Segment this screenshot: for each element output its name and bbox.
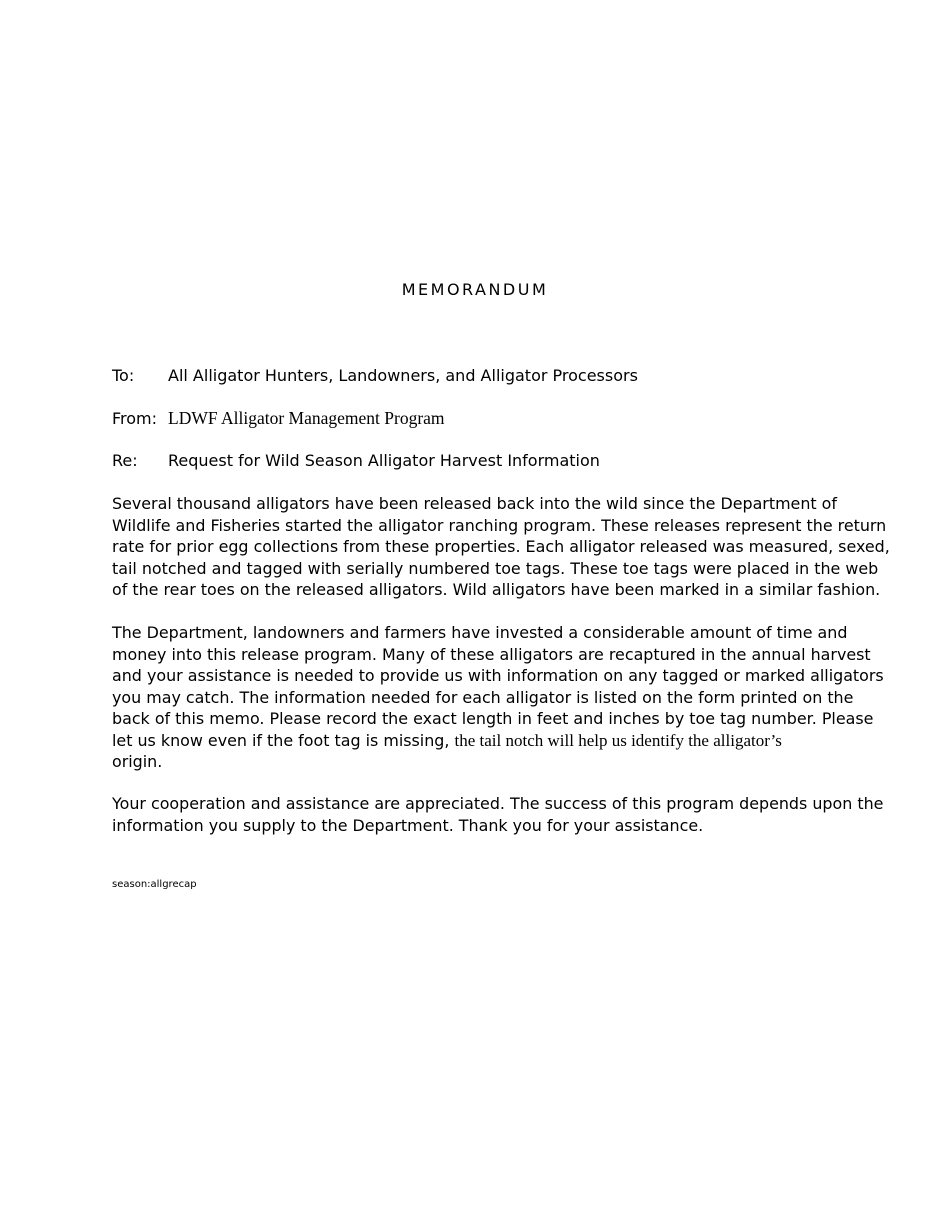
to-value: All Alligator Hunters, Landowners, and Alligator Processors bbox=[168, 366, 638, 385]
p2-line: origin. bbox=[112, 752, 163, 771]
to-label: To: bbox=[112, 366, 135, 385]
re-line bbox=[112, 451, 842, 471]
p2-line: back of this memo. Please record the exact length in feet and inches by toe tag number. Please bbox=[112, 709, 874, 728]
re-label: Re: bbox=[112, 451, 138, 470]
from-label: From: bbox=[112, 409, 158, 428]
p1-line: of the rear toes on the released alligators. Wild alligators have been marked in a similar fashion. bbox=[112, 580, 881, 599]
to-line bbox=[112, 366, 842, 386]
p2-line: you may catch. The information needed for each alligator is listed on the form printed on the bbox=[112, 687, 854, 707]
p1-line: Several thousand alligators have been released back into the wild since the Department of bbox=[112, 494, 837, 513]
p1-line: tail notched and tagged with serially numbered toe tags. These toe tags were placed in the web bbox=[112, 558, 879, 578]
paragraph-2 bbox=[112, 622, 884, 773]
p1-line: Wildlife and Fisheries started the alligator ranching program. These releases represent the return bbox=[112, 515, 887, 535]
p2-line: and your assistance is needed to provide us with information on any tagged or marked alligators bbox=[112, 666, 884, 685]
footer-code: season:allgrecap bbox=[112, 879, 197, 890]
from-value: LDWF Alligator Management Program bbox=[168, 408, 445, 428]
re-value: Request for Wild Season Alligator Harvest Information bbox=[168, 451, 600, 470]
p2-line-serif-run: the tail notch will help us identify the alligator’s bbox=[454, 730, 782, 750]
p2-line: money into this release program. Many of these alligators are recaptured in the annual harvest bbox=[112, 644, 871, 664]
p2-line-sans-run: let us know even if the foot tag is missing, bbox=[112, 730, 450, 750]
memo-title: MEMORANDUM bbox=[401, 280, 549, 299]
paragraph-3 bbox=[112, 793, 884, 836]
p2-line: The Department, landowners and farmers have invested a considerable amount of time and bbox=[112, 623, 848, 642]
p2-mixed-line bbox=[112, 730, 842, 752]
from-line bbox=[112, 408, 842, 429]
p3-line: information you supply to the Department. Thank you for your assistance. bbox=[112, 815, 704, 835]
p1-line: rate for prior egg collections from these properties. Each alligator released was measured, sexed, bbox=[112, 537, 890, 556]
p3-line: Your cooperation and assistance are appreciated. The success of this program depends upon the bbox=[112, 794, 884, 813]
paragraph-1 bbox=[112, 493, 890, 601]
